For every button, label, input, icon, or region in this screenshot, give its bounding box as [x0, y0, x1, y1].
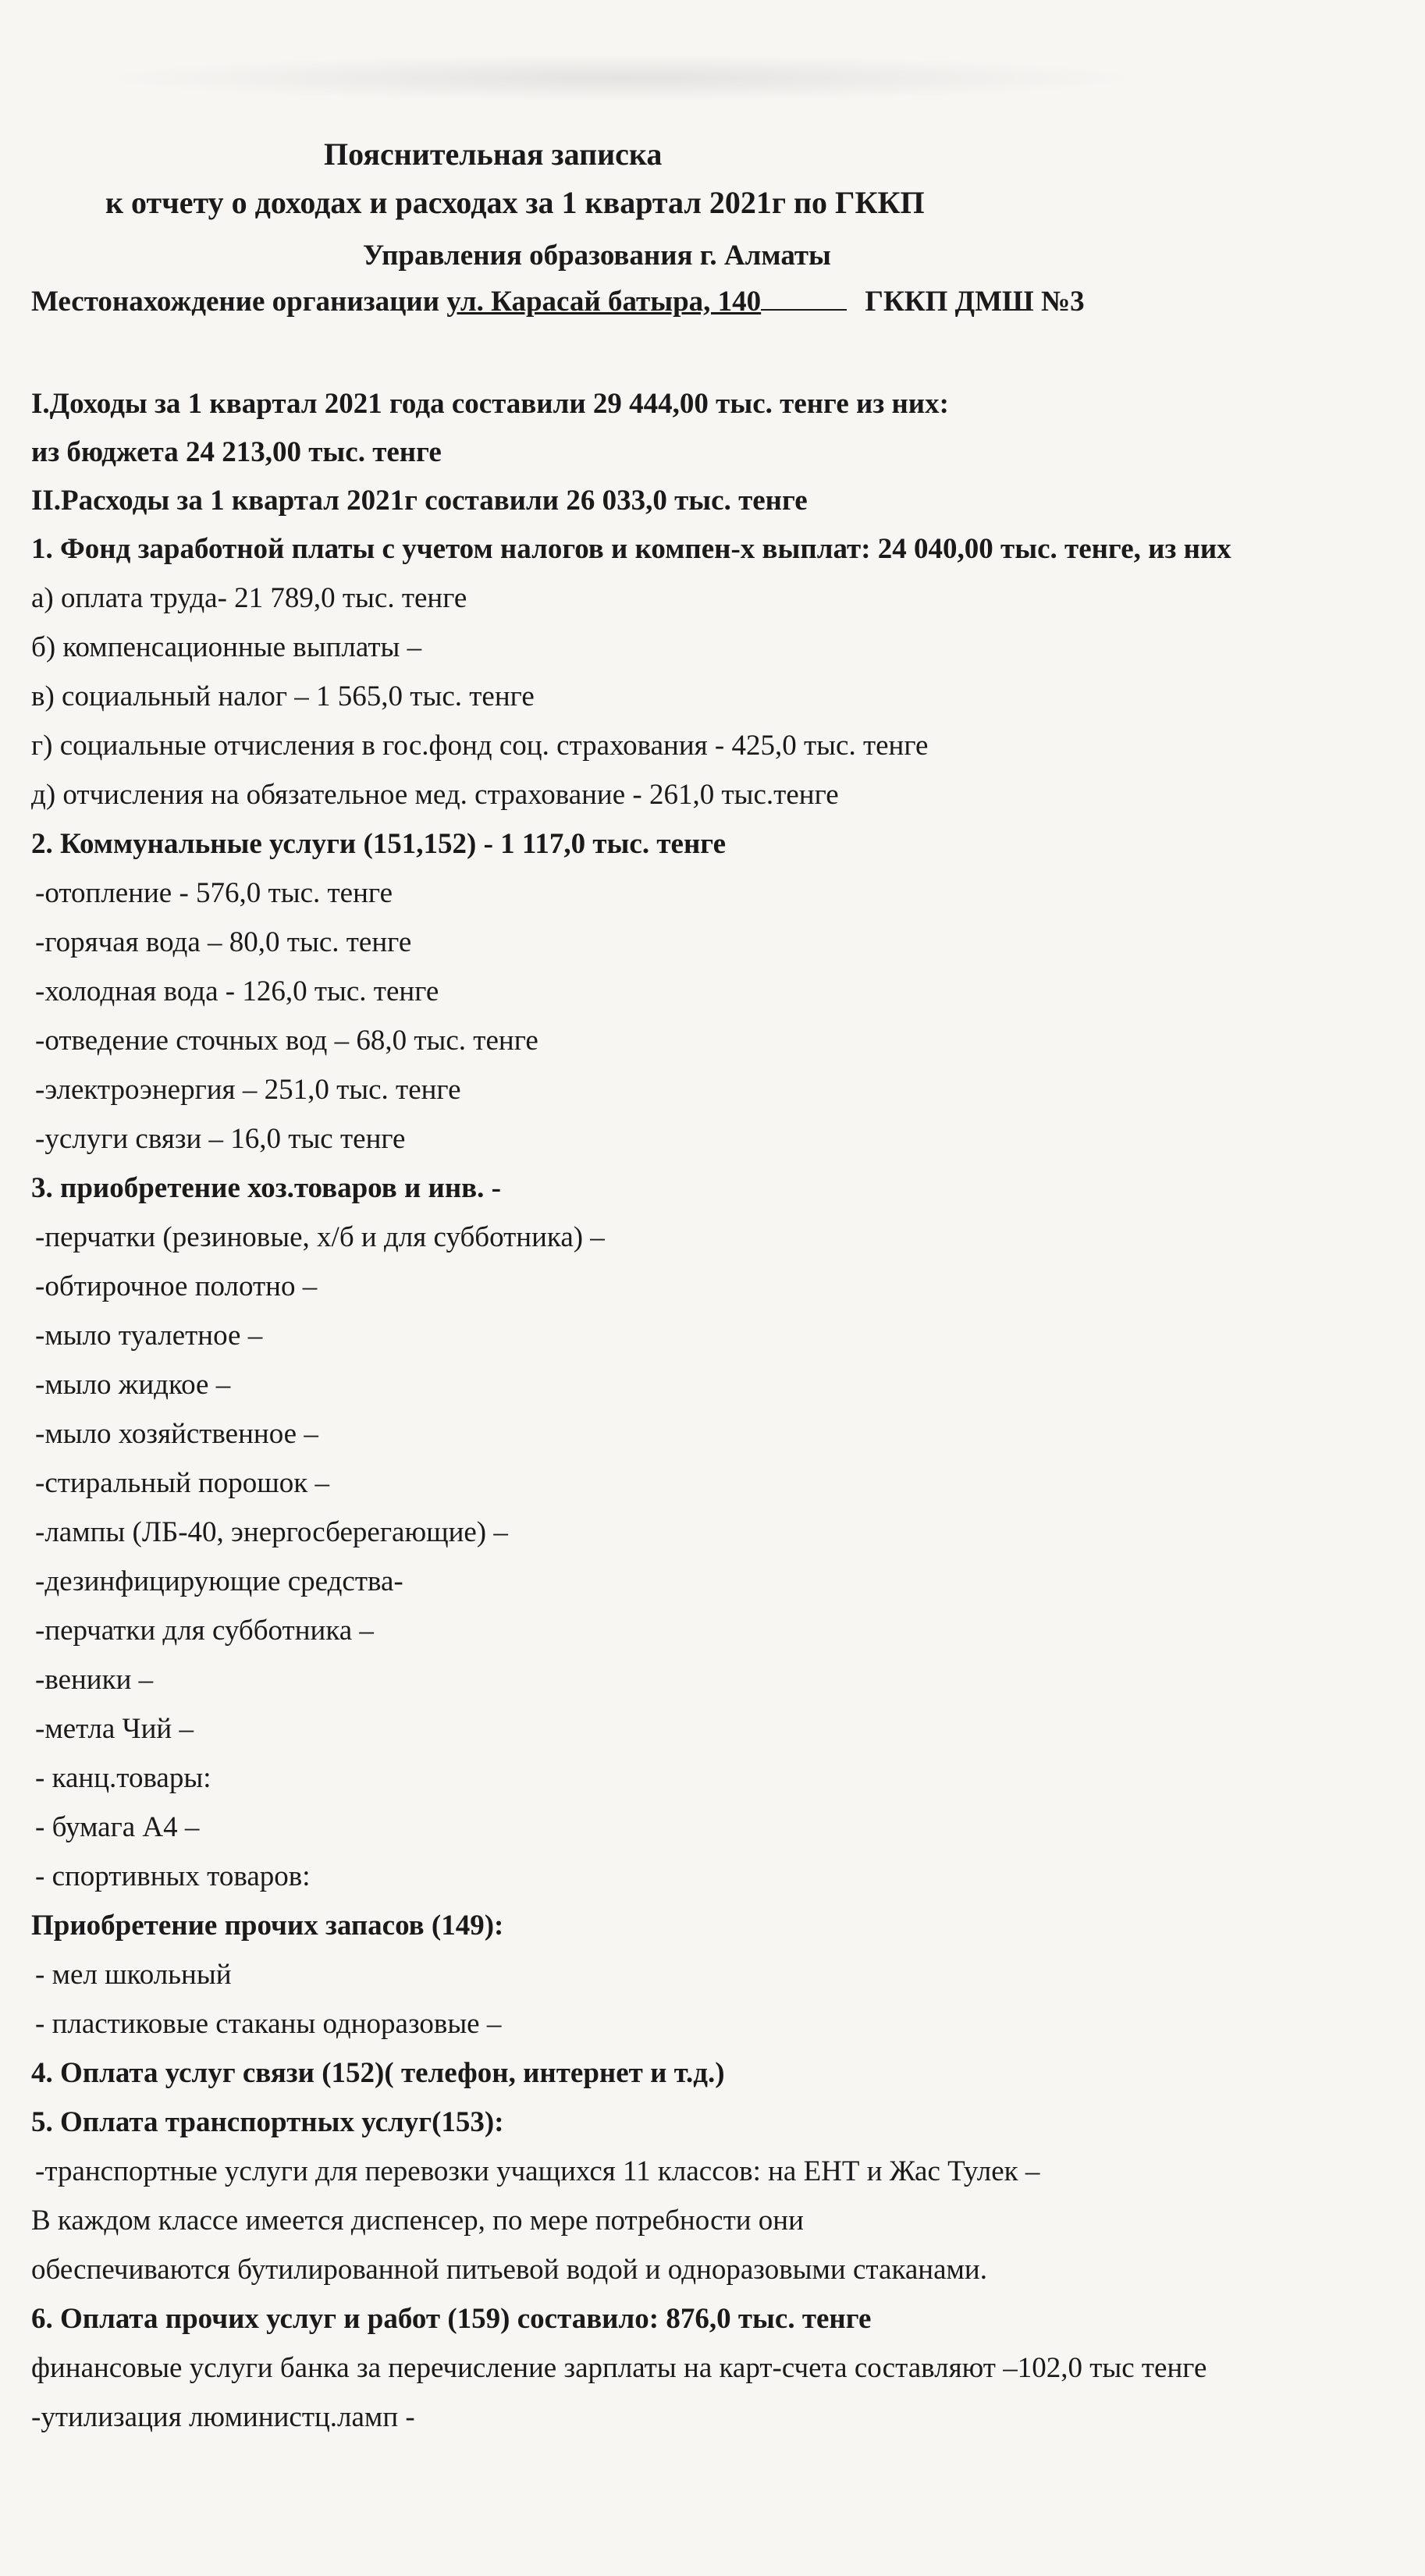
section-2-heading: 2. Коммунальные услуги (151,152) - 1 117,0 тыс. тенге: [31, 828, 727, 860]
income-line-2: из бюджета 24 213,00 тыс. тенге: [31, 436, 442, 468]
section-2-item: -холодная вода - 126,0 тыс. тенге: [35, 975, 439, 1007]
title-line-2: к отчету о доходах и расходах за 1 квартал 2021г по ГККП: [105, 185, 925, 220]
income-line-1: I.Доходы за 1 квартал 2021 года составили 29 444,00 тыс. тенге из них:: [31, 388, 949, 420]
title-line-1: Пояснительная записка: [324, 137, 663, 172]
scan-shadow: [94, 55, 1147, 101]
section-3-item: -лампы (ЛБ-40, энергосберегающие) –: [35, 1516, 508, 1548]
section-3-item: -мыло туалетное –: [35, 1320, 263, 1352]
section-1-item: б) компенсационные выплаты –: [31, 631, 422, 663]
section-2-item: -услуги связи – 16,0 тыс тенге: [35, 1123, 406, 1155]
section-3-item: -дезинфицирующие средства-: [35, 1565, 403, 1597]
section-6-item: финансовые услуги банка за перечисление зарплаты на карт-счета составляют –102,0 тыс тенге: [31, 2352, 1207, 2384]
section-2-item: -электроэнергия – 251,0 тыс. тенге: [35, 1074, 461, 1106]
other-stock-item: - пластиковые стаканы одноразовые –: [35, 2008, 502, 2040]
location-line: [31, 285, 1085, 319]
section-3-item: -обтирочное полотно –: [35, 1270, 318, 1302]
section-3-item: - бумага А4 –: [35, 1811, 200, 1843]
section-2-item: -горячая вода – 80,0 тыс. тенге: [35, 926, 412, 958]
section-3-item: -мыло хозяйственное –: [35, 1418, 318, 1450]
location-blank: [761, 286, 847, 311]
section-1-item: в) социальный налог – 1 565,0 тыс. тенге: [31, 680, 535, 712]
section-2-item: -отведение сточных вод – 68,0 тыс. тенге: [35, 1025, 538, 1057]
section-1-heading: 1. Фонд заработной платы с учетом налогов и компен-х выплат: 24 040,00 тыс. тенге, из них: [31, 533, 1231, 565]
section-1-item: д) отчисления на обязательное мед. страхование - 261,0 тыс.тенге: [31, 779, 839, 811]
section-3-item: -веники –: [35, 1664, 154, 1696]
section-3-item: -мыло жидкое –: [35, 1369, 231, 1401]
location-value: ул. Карасай батыра, 140: [446, 286, 762, 318]
section-5-item: В каждом классе имеется диспенсер, по мере потребности они: [31, 2205, 804, 2237]
title-line-3: Управления образования г. Алматы: [363, 240, 831, 272]
expenses-total: II.Расходы за 1 квартал 2021г составили 26 033,0 тыс. тенге: [31, 485, 808, 517]
org-name: ГККП ДМШ №3: [865, 286, 1085, 318]
other-stock-heading: Приобретение прочих запасов (149):: [31, 1910, 504, 1942]
section-3-item: - канц.товары:: [35, 1762, 211, 1794]
section-3-item: -перчатки (резиновые, х/б и для субботника) –: [35, 1221, 605, 1253]
section-6-heading: 6. Оплата прочих услуг и работ (159) составило: 876,0 тыс. тенге: [31, 2303, 872, 2335]
section-3-heading: 3. приобретение хоз.товаров и инв. -: [31, 1172, 501, 1204]
section-1-item: а) оплата труда- 21 789,0 тыс. тенге: [31, 582, 467, 614]
location-label: Местонахождение организации: [31, 286, 440, 318]
section-5-heading: 5. Оплата транспортных услуг(153):: [31, 2106, 504, 2138]
section-4-heading: 4. Оплата услуг связи (152)( телефон, интернет и т.д.): [31, 2057, 725, 2089]
section-2-item: -отопление - 576,0 тыс. тенге: [35, 877, 393, 909]
section-5-item: обеспечиваются бутилированной питьевой водой и одноразовыми стаканами.: [31, 2254, 987, 2286]
section-1-item: г) социальные отчисления в гос.фонд соц. страхования - 425,0 тыс. тенге: [31, 730, 929, 762]
section-3-item: -стиральный порошок –: [35, 1467, 330, 1499]
section-3-item: -перчатки для субботника –: [35, 1615, 374, 1647]
section-3-item: -метла Чий –: [35, 1713, 194, 1745]
other-stock-item: - мел школьный: [35, 1959, 232, 1991]
section-3-item: - спортивных товаров:: [35, 1860, 311, 1892]
section-6-item: -утилизация люминистц.ламп -: [31, 2401, 415, 2433]
section-5-item: -транспортные услуги для перевозки учащихся 11 классов: на ЕНТ и Жас Тулек –: [35, 2155, 1040, 2187]
